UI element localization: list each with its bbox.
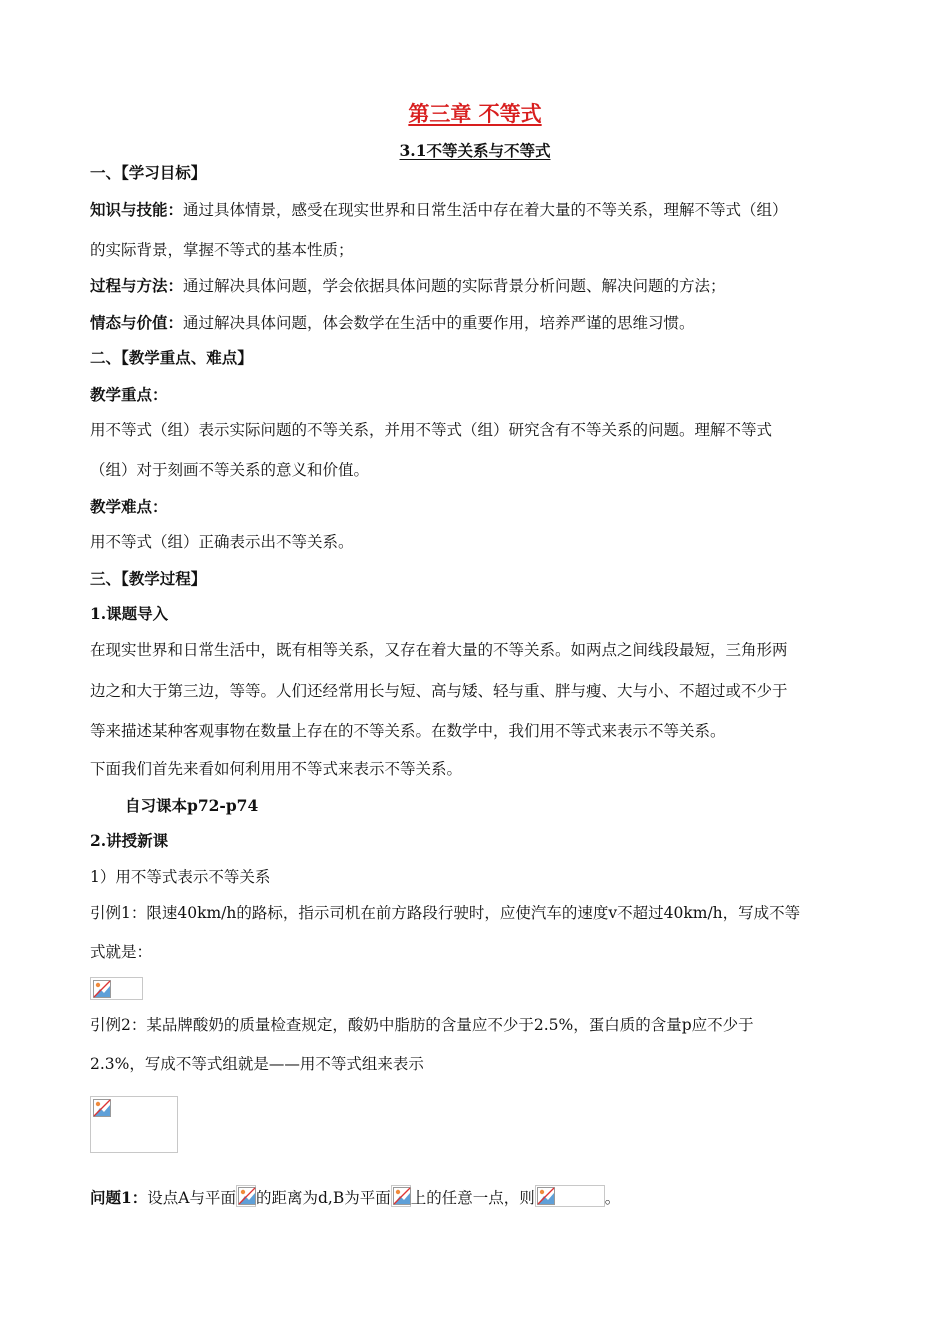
example-2-text: 引例2：某品牌酸奶的质量检查规定，酸奶中脂肪的含量应不少于2.5%，蛋白质的含量p应不少于 <box>90 1016 754 1034</box>
formula-image <box>391 1185 411 1207</box>
broken-image-icon <box>93 980 111 998</box>
example-1-text: 引例1：限速40km/h的路标，指示司机在前方路段行驶时，应使汽车的速度v不超过40km/h，写成不等 <box>90 904 801 922</box>
intro-paragraph-line: 在现实世界和日常生活中，既有相等关系，又存在着大量的不等关系。如两点之间线段最短，三角形两 <box>90 641 788 659</box>
key-points-label: 教学重点： <box>90 385 168 404</box>
formula-image <box>90 1096 178 1153</box>
paragraph-knowledge-cont: 的实际背景，掌握不等式的基本性质； <box>90 241 354 259</box>
section-3-heading: 三、【教学过程】 <box>90 569 207 588</box>
difficult-points-text: 用不等式（组）正确表示出不等关系。 <box>90 533 354 551</box>
difficult-points-label: 教学难点： <box>90 497 168 516</box>
key-points-text-cont: （组）对于刻画不等关系的意义和价值。 <box>90 461 370 479</box>
section-subtitle: 3.1不等关系与不等式 <box>399 141 551 160</box>
formula-image <box>535 1185 605 1207</box>
example-1-text-cont: 式就是： <box>90 943 153 961</box>
intro-paragraph-line: 边之和大于第三边，等等。人们还经常用长与短、高与矮、轻与重、胖与瘦、大与小、不超过或不少于 <box>90 682 788 700</box>
broken-image-icon <box>238 1187 256 1205</box>
paragraph-emotion: 情态与价值：通过解决具体问题，体会数学在生活中的重要作用，培养严谨的思维习惯。 <box>90 313 695 332</box>
intro-heading: 1.课题导入 <box>90 604 169 623</box>
question-1: 问题1：设点A与平面 的距离为d,B为平面 上的任意一点，则 。 <box>90 1185 620 1208</box>
formula-image <box>236 1185 256 1207</box>
broken-image-icon <box>393 1187 411 1205</box>
section-2-heading: 二、【教学重点、难点】 <box>90 348 253 367</box>
formula-image <box>90 977 143 1000</box>
paragraph-knowledge: 知识与技能：通过具体情景，感受在现实世界和日常生活中存在着大量的不等关系，理解不等式（组） <box>90 200 788 219</box>
paragraph-process: 过程与方法：通过解决具体问题，学会依据具体问题的实际背景分析问题、解决问题的方法； <box>90 276 726 295</box>
broken-image-icon <box>93 1099 111 1117</box>
broken-image-icon <box>537 1187 555 1205</box>
intro-paragraph-line: 等来描述某种客观事物在数量上存在的不等关系。在数学中，我们用不等式来表示不等关系。 <box>90 722 726 740</box>
section-1-heading: 一、【学习目标】 <box>90 163 207 182</box>
example-2-text-cont: 2.3%，写成不等式组就是——用不等式组来表示 <box>90 1055 424 1073</box>
subsection-heading: 1）用不等式表示不等关系 <box>90 868 271 886</box>
self-study-note: 自习课本p72-p74 <box>125 796 259 815</box>
chapter-title: 第三章 不等式 <box>408 101 542 126</box>
intro-paragraph-line: 下面我们首先来看如何利用用不等式来表示不等关系。 <box>90 760 463 778</box>
key-points-text: 用不等式（组）表示实际问题的不等关系，并用不等式（组）研究含有不等关系的问题。理解不等式 <box>90 421 773 439</box>
new-lesson-heading: 2.讲授新课 <box>90 831 169 850</box>
